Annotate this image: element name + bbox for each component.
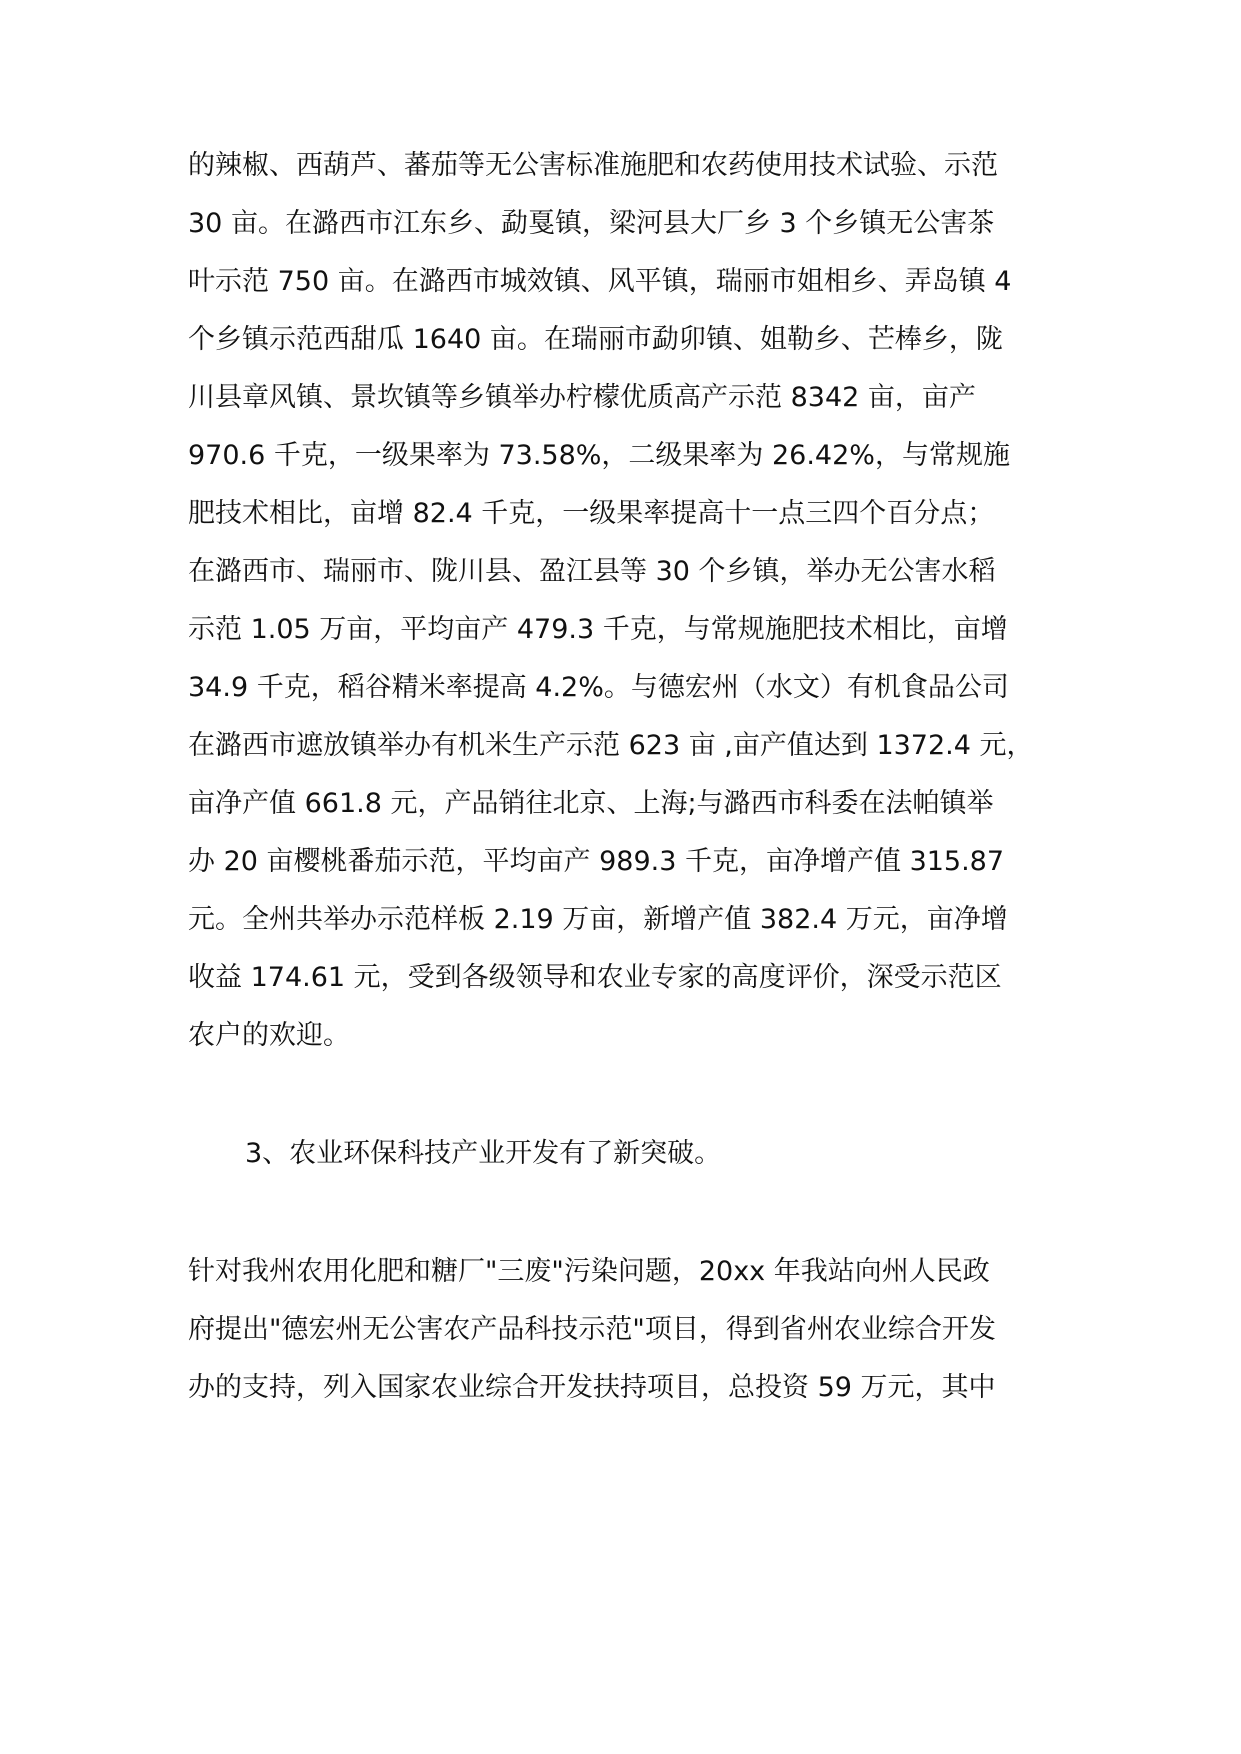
text-line: 办 20 亩樱桃番茄示范，平均亩产 989.3 千克，亩净增产值 315.87 <box>188 846 1005 877</box>
text-line: 在潞西市、瑞丽市、陇川县、盈江县等 30 个乡镇，举办无公害水稻 <box>188 556 996 587</box>
section-heading: 3、农业环保科技产业开发有了新突破。 <box>245 1138 722 1169</box>
text-line: 的辣椒、西葫芦、蕃茄等无公害标准施肥和农药使用技术试验、示范 <box>188 150 998 181</box>
text-line: 个乡镇示范西甜瓜 1640 亩。在瑞丽市勐卯镇、姐勒乡、芒棒乡，陇 <box>188 324 1003 355</box>
text-line: 元。全州共举办示范样板 2.19 万亩，新增产值 382.4 万元，亩净增 <box>188 904 1008 935</box>
text-line: 亩净产值 661.8 元，产品销往北京、上海;与潞西市科委在法帕镇举 <box>188 788 994 819</box>
text-line: 970.6 千克，一级果率为 73.58%，二级果率为 26.42%，与常规施 <box>188 440 1010 471</box>
text-line: 叶示范 750 亩。在潞西市城效镇、风平镇，瑞丽市姐相乡、弄岛镇 4 <box>188 266 1012 297</box>
text-line: 在潞西市遮放镇举办有机米生产示范 623 亩 ,亩产值达到 1372.4 元， <box>188 730 1034 761</box>
text-line: 针对我州农用化肥和糖厂"三废"污染问题，20xx 年我站向州人民政 <box>188 1256 990 1287</box>
text-line: 农户的欢迎。 <box>188 1020 350 1051</box>
text-line: 肥技术相比，亩增 82.4 千克，一级果率提高十一点三四个百分点； <box>188 498 995 529</box>
text-line: 30 亩。在潞西市江东乡、勐戛镇，梁河县大厂乡 3 个乡镇无公害茶 <box>188 208 995 239</box>
text-line: 34.9 千克，稻谷精米率提高 4.2%。与德宏州（水文）有机食品公司 <box>188 672 1009 703</box>
text-line: 示范 1.05 万亩，平均亩产 479.3 千克，与常规施肥技术相比，亩增 <box>188 614 1008 645</box>
text-line: 收益 174.61 元，受到各级领导和农业专家的高度评价，深受示范区 <box>188 962 1002 993</box>
text-line: 办的支持，列入国家农业综合开发扶持项目，总投资 59 万元，其中 <box>188 1372 996 1403</box>
text-line: 川县章风镇、景坎镇等乡镇举办柠檬优质高产示范 8342 亩，亩产 <box>188 382 976 413</box>
text-line: 府提出"德宏州无公害农产品科技示范"项目，得到省州农业综合开发 <box>188 1314 996 1345</box>
